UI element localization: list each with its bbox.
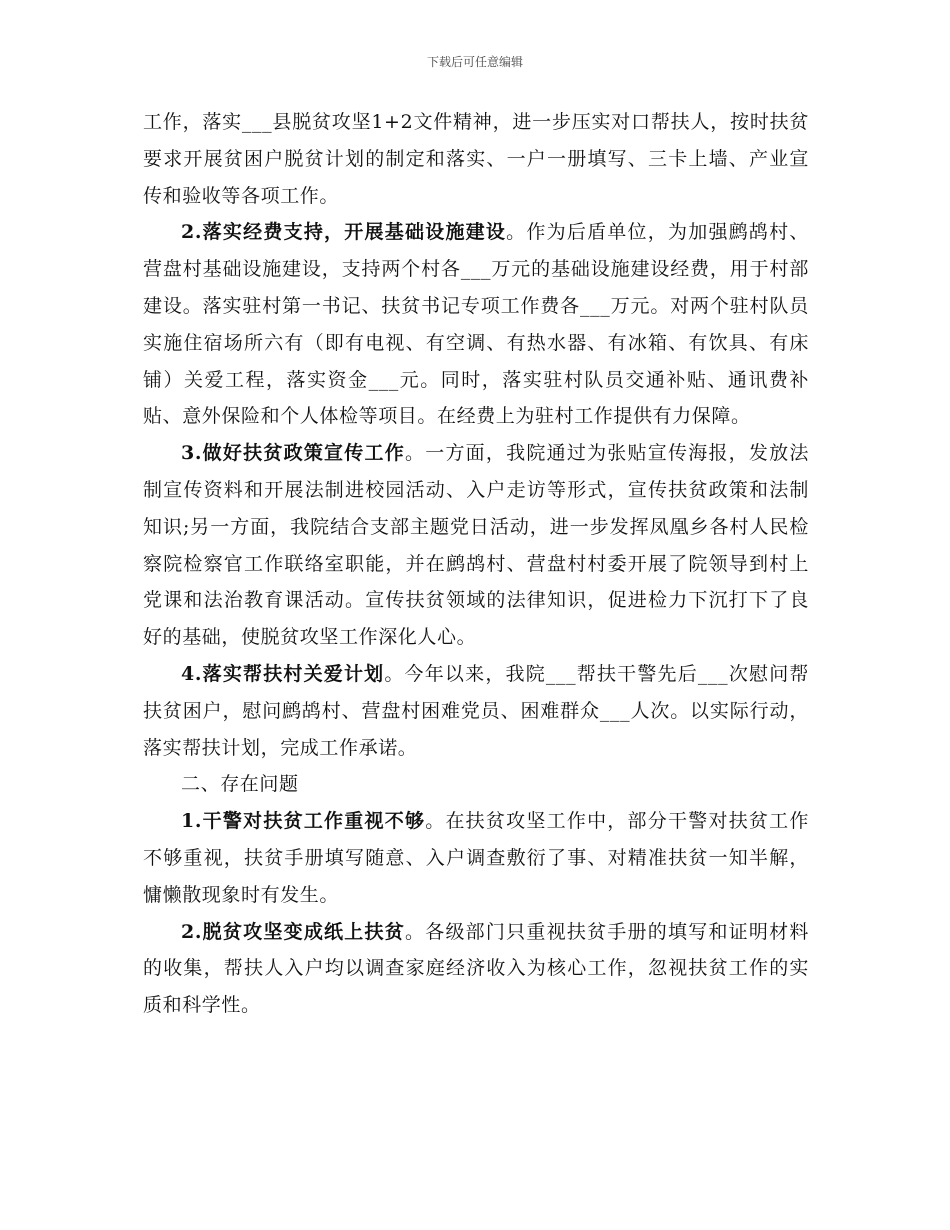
paragraph-text: 。各级部门只重视扶贫手册的填写和证明材料的收集，帮扶人入户均以调查家庭经济收入为核心工作，忽视扶贫工作的实质和科学性。 bbox=[143, 920, 809, 1017]
paragraph-text: 。在扶贫攻坚工作中，部分干警对扶贫工作不够重视，扶贫手册填写随意、入户调查敷衍了事、对精准扶贫一知半解，慵懒散现象时有发生。 bbox=[143, 810, 809, 906]
paragraph-heading: 1.干警对扶贫工作重视不够 bbox=[181, 810, 426, 833]
section-heading-text: 二、存在问题 bbox=[181, 773, 299, 796]
paragraph-5 bbox=[143, 803, 809, 913]
paragraph-heading: 4.落实帮扶村关爱计划 bbox=[181, 662, 385, 685]
paragraph-heading: 3.做好扶贫政策宣传工作 bbox=[181, 442, 405, 465]
section-heading bbox=[143, 766, 809, 803]
paragraph-heading: 2.脱贫攻坚变成纸上扶贫 bbox=[181, 920, 405, 943]
paragraph-3 bbox=[143, 435, 809, 656]
paragraph-1 bbox=[143, 104, 809, 214]
paragraph-heading: 2.落实经费支持，开展基础设施建设 bbox=[181, 221, 507, 244]
page-header: 下载后可任意编辑 bbox=[426, 55, 523, 69]
paragraph-text: 。作为后盾单位，为加强鹧鸪村、营盘村基础设施建设，支持两个村各___万元的基础设施建设经费，用于村部建设。落实驻村第一书记、扶贫书记专项工作费各___万元。对两个驻村队员实施住宿场所六有（即有电视、有空调、有热水器、有冰箱、有饮具、有床铺）关爱工程，落实资金___元。同时，落实驻村队员交通补贴、通讯费补贴、意外保险和个人体检等项目。在经费上为驻村工作提供有力保障。 bbox=[143, 221, 809, 428]
document-body bbox=[143, 104, 809, 1024]
paragraph-4 bbox=[143, 656, 809, 766]
paragraph-text: 工作，落实___县脱贫攻坚1+2文件精神，进一步压实对口帮扶人，按时扶贫要求开展贫困户脱贫计划的制定和落实、一户一册填写、三卡上墙、产业宣传和验收等各项工作。 bbox=[143, 111, 809, 207]
paragraph-text: 。今年以来，我院___帮扶干警先后___次慰问帮扶贫困户，慰问鹧鸪村、营盘村困难党员、困难群众___人次。以实际行动，落实帮扶计划，完成工作承诺。 bbox=[143, 662, 810, 759]
paragraph-6 bbox=[143, 914, 809, 1024]
paragraph-text: 。一方面，我院通过为张贴宣传海报，发放法制宣传资料和开展法制进校园活动、入户走访等形式，宣传扶贫政策和法制知识;另一方面，我院结合支部主题党日活动，进一步发挥凤凰乡各村人民检察院检察官工作联络室职能，并在鹧鸪村、营盘村村委开展了院领导到村上党课和法治教育课活动。宣传扶贫领域的法律知识，促进检力下沉打下了良好的基础，使脱贫攻坚工作深化人心。 bbox=[143, 442, 809, 649]
paragraph-2 bbox=[143, 214, 809, 435]
